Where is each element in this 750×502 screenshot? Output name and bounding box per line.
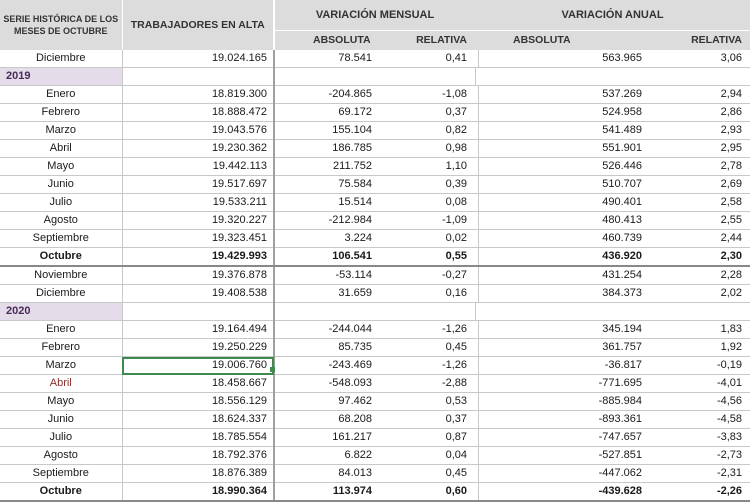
cell-abs-mensual[interactable]: -548.093 (278, 375, 378, 393)
cell-rel-mensual[interactable]: 0,82 (378, 122, 475, 140)
cell-rel-anual[interactable]: -4,56 (648, 393, 750, 411)
year-row (0, 303, 750, 321)
cell-rel-anual[interactable]: 2,28 (648, 266, 750, 285)
cell-rel-anual[interactable]: 2,30 (648, 248, 750, 267)
cell-alta[interactable]: 19.533.211 (122, 194, 274, 212)
cell-abs-anual[interactable]: -893.361 (478, 411, 648, 429)
cell-rel-anual[interactable]: 1,92 (648, 339, 750, 357)
cell-mes[interactable]: Julio (0, 194, 122, 212)
cell-rel-mensual[interactable]: -1,26 (378, 357, 475, 375)
cell-alta[interactable]: 18.458.667 (122, 375, 274, 393)
cell-abs-mensual[interactable]: 6.822 (278, 447, 378, 465)
cell-mes[interactable]: Abril (0, 375, 122, 393)
cell-rel-anual[interactable]: 2,78 (648, 158, 750, 176)
cell-rel-mensual[interactable]: 0,39 (378, 176, 475, 194)
cell-alta[interactable]: 18.792.376 (122, 447, 274, 465)
cell-abs-mensual[interactable]: -204.865 (278, 86, 378, 104)
cell-mes[interactable]: Marzo (0, 122, 122, 140)
table-row (0, 50, 750, 68)
cell-abs-anual[interactable]: -885.984 (478, 393, 648, 411)
cell-abs-mensual[interactable]: 161.217 (278, 429, 378, 447)
cell-abs-mensual[interactable]: 3.224 (278, 230, 378, 248)
cell-alta[interactable] (122, 68, 274, 86)
fill-handle[interactable] (270, 367, 275, 372)
cell-rel-anual[interactable]: -4,58 (648, 411, 750, 429)
cell-mes[interactable]: Octubre (0, 483, 122, 502)
cell-abs-mensual[interactable]: 15.514 (278, 194, 378, 212)
cell-rel-mensual[interactable]: -0,27 (378, 266, 475, 285)
cell-mes[interactable]: Febrero (0, 339, 122, 357)
cell-rel-anual[interactable]: -3,83 (648, 429, 750, 447)
cell-mes[interactable]: Noviembre (0, 266, 122, 285)
cell-abs-mensual[interactable]: 211.752 (278, 158, 378, 176)
cell-rel-mensual[interactable]: 0,87 (378, 429, 475, 447)
cell-rel-mensual[interactable]: 1,10 (378, 158, 475, 176)
cell-abs-anual[interactable]: 537.269 (478, 86, 648, 104)
cell-abs-anual[interactable]: 526.446 (478, 158, 648, 176)
cell-rel-anual[interactable] (648, 303, 750, 321)
cell-rel-mensual[interactable]: 0,37 (378, 104, 475, 122)
cell-abs-anual[interactable]: 436.920 (478, 248, 648, 267)
cell-mes[interactable]: Mayo (0, 158, 122, 176)
cell-alta[interactable]: 18.556.129 (122, 393, 274, 411)
header-serie[interactable]: SERIE HISTÓRICA DE LOS MESES DE OCTUBRE (0, 0, 122, 50)
cell-mes[interactable]: Agosto (0, 212, 122, 230)
cell-abs-anual[interactable]: 524.958 (478, 104, 648, 122)
cell-abs-mensual[interactable]: 85.735 (278, 339, 378, 357)
cell-rel-mensual[interactable]: -2,88 (378, 375, 475, 393)
cell-abs-anual[interactable]: 563.965 (478, 50, 648, 68)
cell-abs-mensual[interactable]: 78.541 (278, 50, 378, 68)
cell-abs-mensual[interactable]: 106.541 (278, 248, 378, 267)
cell-rel-anual[interactable]: 2,86 (648, 104, 750, 122)
table-row (0, 248, 750, 267)
table-row (0, 266, 750, 285)
cell-rel-anual[interactable]: -2,73 (648, 447, 750, 465)
cell-abs-mensual[interactable]: -53.114 (278, 266, 378, 285)
cell-abs-anual[interactable]: 345.194 (478, 321, 648, 339)
header-variacion-anual[interactable]: VARIACIÓN ANUAL (475, 0, 750, 31)
cell-abs-mensual[interactable]: 155.104 (278, 122, 378, 140)
cell-mes[interactable]: Mayo (0, 393, 122, 411)
table-row (0, 357, 750, 375)
cell-mes[interactable]: Octubre (0, 248, 122, 267)
cell-rel-anual[interactable]: -2,31 (648, 465, 750, 483)
cell-rel-mensual[interactable]: 0,37 (378, 411, 475, 429)
cell-alta[interactable]: 19.408.538 (122, 285, 274, 303)
cell-rel-mensual[interactable]: 0,98 (378, 140, 475, 158)
cell-abs-anual[interactable]: -439.628 (478, 483, 648, 502)
cell-mes[interactable]: Agosto (0, 447, 122, 465)
cell-abs-anual[interactable] (478, 303, 648, 321)
cell-mes[interactable]: Diciembre (0, 50, 122, 68)
cell-rel-anual[interactable]: 1,83 (648, 321, 750, 339)
cell-alta[interactable] (122, 303, 274, 321)
cell-alta[interactable]: 19.164.494 (122, 321, 274, 339)
cell-rel-anual[interactable]: 2,93 (648, 122, 750, 140)
table-row (0, 140, 750, 158)
cell-abs-anual[interactable]: 384.373 (478, 285, 648, 303)
table-row (0, 483, 750, 502)
year-row (0, 68, 750, 86)
cell-alta[interactable]: 18.819.300 (122, 86, 274, 104)
table-row (0, 411, 750, 429)
header-anual-relativa[interactable]: RELATIVA (648, 31, 750, 51)
table-row (0, 321, 750, 339)
cell-alta[interactable]: 18.876.389 (122, 465, 274, 483)
cell-mes[interactable]: 2020 (0, 303, 122, 321)
cell-abs-anual[interactable]: 541.489 (478, 122, 648, 140)
cell-rel-mensual[interactable]: -1,08 (378, 86, 475, 104)
cell-rel-mensual[interactable]: -1,26 (378, 321, 475, 339)
cell-abs-anual[interactable]: 490.401 (478, 194, 648, 212)
cell-abs-anual[interactable]: 361.757 (478, 339, 648, 357)
cell-alta[interactable]: 19.376.878 (122, 266, 274, 285)
cell-rel-mensual[interactable]: 0,55 (378, 248, 475, 267)
cell-abs-anual[interactable]: -447.062 (478, 465, 648, 483)
cell-abs-mensual[interactable]: -212.984 (278, 212, 378, 230)
cell-rel-anual[interactable]: 2,94 (648, 86, 750, 104)
cell-abs-mensual[interactable] (278, 68, 378, 86)
cell-rel-anual[interactable]: 3,06 (648, 50, 750, 68)
cell-abs-mensual[interactable]: -244.044 (278, 321, 378, 339)
cell-alta[interactable]: 18.624.337 (122, 411, 274, 429)
cell-abs-mensual[interactable]: 31.659 (278, 285, 378, 303)
header-trabajadores[interactable]: TRABAJADORES EN ALTA (122, 0, 274, 50)
cell-rel-mensual[interactable] (378, 303, 475, 321)
cell-rel-anual[interactable]: 2,44 (648, 230, 750, 248)
cell-abs-mensual[interactable]: 97.462 (278, 393, 378, 411)
cell-rel-anual[interactable]: 2,02 (648, 285, 750, 303)
cell-abs-mensual[interactable]: 69.172 (278, 104, 378, 122)
cell-abs-mensual[interactable]: 68.208 (278, 411, 378, 429)
cell-mes[interactable]: Julio (0, 429, 122, 447)
table-row (0, 122, 750, 140)
table-row (0, 285, 750, 303)
table-row (0, 447, 750, 465)
cell-abs-mensual[interactable]: 113.974 (278, 483, 378, 502)
cell-alta[interactable]: 19.323.451 (122, 230, 274, 248)
cell-rel-anual[interactable]: -2,26 (648, 483, 750, 502)
table-body (0, 50, 750, 501)
cell-alta[interactable]: 18.990.364 (122, 483, 274, 502)
table-row (0, 194, 750, 212)
header-mensual-relativa[interactable]: RELATIVA (378, 31, 475, 51)
table-row (0, 212, 750, 230)
cell-abs-mensual[interactable]: 75.584 (278, 176, 378, 194)
cell-mes[interactable]: Septiembre (0, 230, 122, 248)
cell-mes[interactable]: Febrero (0, 104, 122, 122)
table-row (0, 465, 750, 483)
cell-rel-anual[interactable]: -0,19 (648, 357, 750, 375)
cell-abs-anual[interactable]: 480.413 (478, 212, 648, 230)
cell-rel-mensual[interactable]: -1,09 (378, 212, 475, 230)
header-anual-absoluta[interactable]: ABSOLUTA (475, 31, 648, 51)
cell-rel-mensual[interactable] (378, 68, 475, 86)
cell-mes[interactable]: Diciembre (0, 285, 122, 303)
cell-alta[interactable]: 19.006.760 (122, 357, 274, 375)
table-row (0, 104, 750, 122)
cell-rel-anual[interactable]: 2,58 (648, 194, 750, 212)
table-row (0, 158, 750, 176)
cell-rel-anual[interactable]: 2,95 (648, 140, 750, 158)
cell-alta[interactable]: 18.888.472 (122, 104, 274, 122)
header-mensual-absoluta[interactable]: ABSOLUTA (274, 31, 378, 51)
cell-rel-anual[interactable]: 2,69 (648, 176, 750, 194)
cell-rel-anual[interactable]: 2,55 (648, 212, 750, 230)
cell-rel-mensual[interactable]: 0,16 (378, 285, 475, 303)
cell-abs-anual[interactable]: 510.707 (478, 176, 648, 194)
cell-alta[interactable]: 19.250.229 (122, 339, 274, 357)
table-row (0, 230, 750, 248)
cell-mes[interactable]: Enero (0, 86, 122, 104)
cell-abs-anual[interactable]: -771.695 (478, 375, 648, 393)
cell-abs-anual[interactable]: -747.657 (478, 429, 648, 447)
cell-abs-anual[interactable]: -36.817 (478, 357, 648, 375)
cell-rel-mensual[interactable]: 0,45 (378, 465, 475, 483)
cell-mes[interactable]: Junio (0, 176, 122, 194)
cell-rel-mensual[interactable]: 0,45 (378, 339, 475, 357)
cell-rel-anual[interactable]: -4,01 (648, 375, 750, 393)
cell-abs-anual[interactable]: 551.901 (478, 140, 648, 158)
cell-mes[interactable]: 2019 (0, 68, 122, 86)
cell-alta[interactable]: 19.429.993 (122, 248, 274, 267)
cell-abs-anual[interactable]: -527.851 (478, 447, 648, 465)
cell-abs-anual[interactable]: 460.739 (478, 230, 648, 248)
table-row (0, 429, 750, 447)
table-row (0, 176, 750, 194)
cell-abs-mensual[interactable] (278, 303, 378, 321)
cell-rel-mensual[interactable]: 0,53 (378, 393, 475, 411)
cell-abs-mensual[interactable]: -243.469 (278, 357, 378, 375)
table-row (0, 375, 750, 393)
cell-abs-mensual[interactable]: 84.013 (278, 465, 378, 483)
cell-mes[interactable]: Junio (0, 411, 122, 429)
cell-abs-anual[interactable] (478, 68, 648, 86)
cell-abs-mensual[interactable]: 186.785 (278, 140, 378, 158)
cell-alta[interactable]: 19.517.697 (122, 176, 274, 194)
cell-mes[interactable]: Septiembre (0, 465, 122, 483)
cell-rel-mensual[interactable]: 0,08 (378, 194, 475, 212)
cell-mes[interactable]: Enero (0, 321, 122, 339)
cell-alta[interactable]: 19.442.113 (122, 158, 274, 176)
cell-abs-anual[interactable]: 431.254 (478, 266, 648, 285)
cell-rel-anual[interactable] (648, 68, 750, 86)
cell-alta[interactable]: 19.230.362 (122, 140, 274, 158)
cell-alta[interactable]: 19.320.227 (122, 212, 274, 230)
table-row (0, 393, 750, 411)
cell-alta[interactable]: 19.043.576 (122, 122, 274, 140)
table-row (0, 339, 750, 357)
cell-alta[interactable]: 18.785.554 (122, 429, 274, 447)
table-row (0, 86, 750, 104)
cell-rel-mensual[interactable]: 0,41 (378, 50, 475, 68)
cell-alta[interactable]: 19.024.165 (122, 50, 274, 68)
cell-rel-mensual[interactable]: 0,02 (378, 230, 475, 248)
header-variacion-mensual[interactable]: VARIACIÓN MENSUAL (274, 0, 475, 31)
cell-rel-mensual[interactable]: 0,04 (378, 447, 475, 465)
cell-rel-mensual[interactable]: 0,60 (378, 483, 475, 502)
cell-mes[interactable]: Marzo (0, 357, 122, 375)
cell-mes[interactable]: Abril (0, 140, 122, 158)
